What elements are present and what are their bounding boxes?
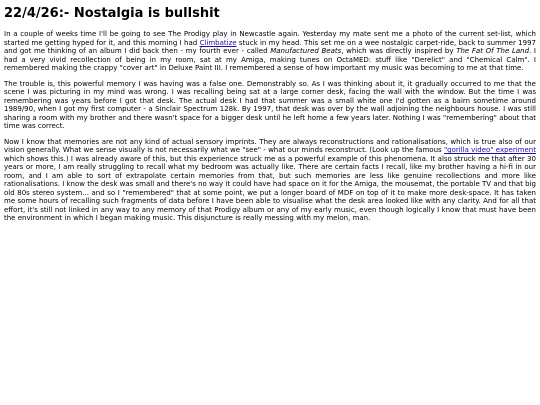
album-title-fat-of-the-land: The Fat Of The Land <box>456 47 530 55</box>
paragraph-1-text-a: In a couple of weeks time I'll be going to see The Prodigy play in Newcastle again. Yesterday my mate sent me a photo of the current set-list, which started me getting hyped for it, and this morning I had <box>4 30 536 47</box>
post-title: 22/4/26:- Nostalgia is bullshit <box>4 6 220 21</box>
paragraph-3 <box>4 138 536 223</box>
paragraph-3-text-a: Now I know that memories are not any kind of actual sensory imprints. They are always reconstructions and rationalisations, which is true also of our vision generally. What we sense visually is not necessarily what we "see" - what our minds reconstruct. (Look up the famous <box>4 137 536 154</box>
paragraph-1 <box>4 30 536 73</box>
paragraph-1-text-c: , which was directly inspired by <box>341 47 457 55</box>
paragraph-1-text-d: . I had a very vivid recollection of being in my room, sat at my Amiga, making tunes on OctaMED: stuff like "Derelict" and "Chemical Calm". I remembered making the crappy "cover art" in Deluxe Paint III. I remembered a sense of how important my music was becoming to me at that time. <box>4 47 536 72</box>
gorilla-video-link[interactable]: "gorilla video" experiment <box>443 146 536 154</box>
paragraph-1-text-b: stuck in my head. This set me on a wee nostalgic carpet-ride, back to summer 1997 and got me thinking of an album I did back then - my fourth ever - called <box>4 38 537 55</box>
album-title-manufactured-beats: Manufactured Beats <box>270 47 342 55</box>
paragraph-2: The trouble is, this powerful memory I was having was a false one. Demonstrably so. As I was thinking about it, it gradually occurred to me that the scene I was picturing in my mind was wrong. I was recalling being sat at a large corner desk, facing the wall with the window. But the time I was remembering was years before I got that desk. The actual desk I had that summer was a small white one I'd gotten as a bairn sometime around 1989/90, when I got my first computer - a Sinclair Spectrum 128k. By 1997, that desk was over by the wall adjoining the neighbours house. I was still sharing a room with my brother and there wasn't space for a bigger desk until he left home a few years later. Nothing I was "remembering" about that time was correct. <box>4 79 536 130</box>
paragraph-3-text-b: which shows this.) I was already aware of this, but this experience struck me as a powerful example of this phenomena. It also struck me that after 30 years or more, I am really struggling to recall what my bedroom was actually like. There are certain facts I recall, like my brother having a hi-fi in our room, and I am able to sort of extrapolate certain memories from that, but such memories are less like genuine recollections and more like rationalisations. I know the desk was small and there's no way it could have had space on it for the Amiga, the mousemat, the portable TV and that big old 80s stereo system... and so I "remembered" that at some point, we put a longer board of MDF on top of it to make more desk-space. It has taken me some hours of recalling such fragments of data before I have been able to visualise what the desk area looked like with any clarity. And for all that effort, it's still not linked in any way to any memory of that Prodigy album or any of my early music, even though logically I know that must have been the environment in which I began making music. This disjuncture is really messing with my melon, man. <box>4 154 536 222</box>
climbatize-link[interactable]: Climbatize <box>199 38 237 47</box>
